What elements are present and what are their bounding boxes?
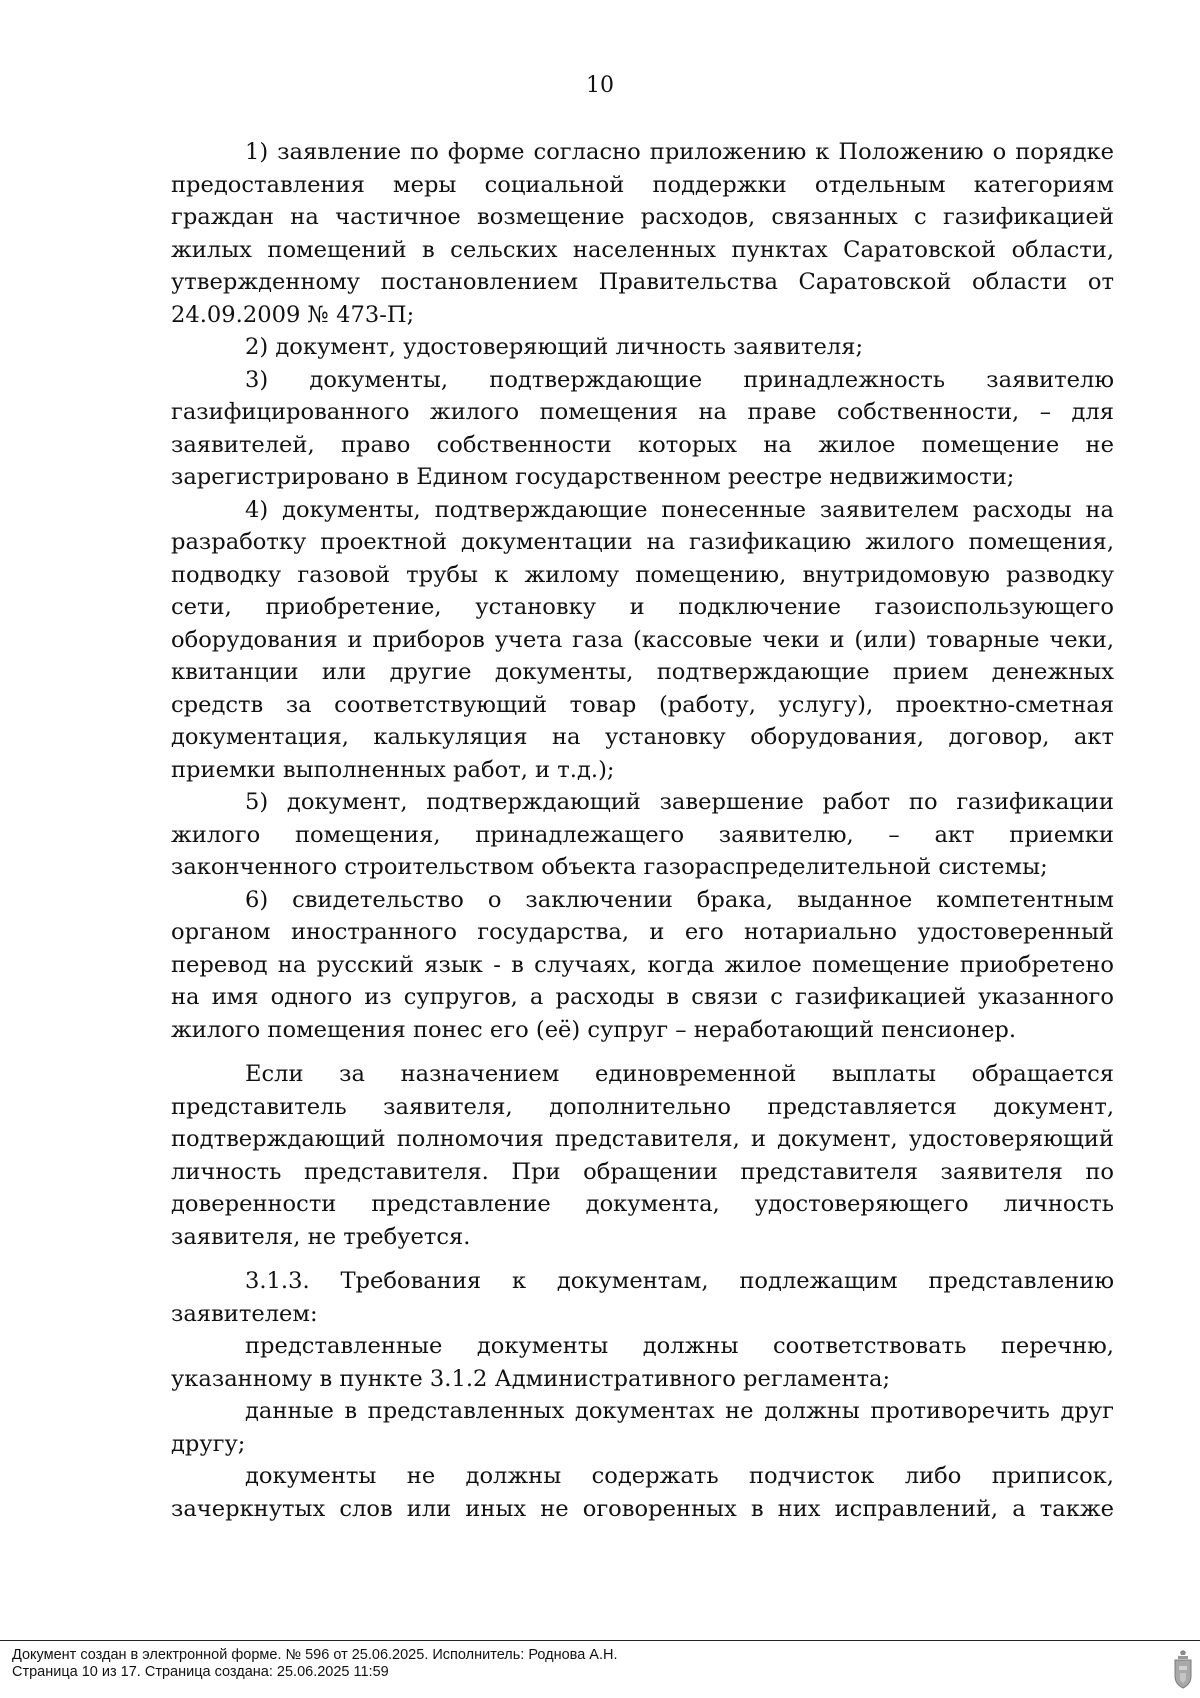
paragraph-item-6: 6) свидетельство о заключении брака, выданное компетентным органом иностранного государства, и его нотариально удостоверенный перевод на русский язык - в случаях, когда жилое помещение приобретено на имя одного из супругов, а расходы в связи с газификацией указанного жилого помещения понес его (её) супруг – неработающий пенсионер. [171, 886, 1114, 1043]
coat-of-arms-icon [1172, 1650, 1194, 1690]
paragraph-item-1: 1) заявление по форме согласно приложению к Положению о порядке предоставления меры социальной поддержки отдельным категориям граждан на частичное возмещение расходов, связанных с газификацией жилых помещений в сельских населенных пунктах Саратовской области, утвержденному постановлением Правительства Саратовской области от 24.09.2009 № 473-П; [171, 139, 1114, 328]
footer [12, 1647, 618, 1681]
section-heading-3-1-3: 3.1.3. Требования к документам, подлежащим представлению заявителем: [171, 1268, 1114, 1327]
paragraph-item-2: 2) документ, удостоверяющий личность заявителя; [245, 334, 864, 360]
requirement-no-corrections: документы не должны содержать подчисток либо приписок, зачеркнутых слов или иных не оговоренных в них исправлений, а также [171, 1463, 1114, 1522]
requirement-no-contradiction: данные в представленных документах не должны противоречить друг другу; [171, 1398, 1114, 1457]
paragraph-item-5: 5) документ, подтверждающий завершение работ по газификации жилого помещения, принадлежащего заявителю, – акт приемки законченного строительством объекта газораспределительной системы; [171, 789, 1114, 880]
footer-document-info: Документ создан в электронной форме. № 596 от 25.06.2025. Исполнитель: Роднова А.Н. [12, 1647, 618, 1663]
footer-divider [0, 1640, 1200, 1641]
document-body [171, 136, 1114, 1525]
footer-page-info: Страница 10 из 17. Страница создана: 25.06.2025 11:59 [12, 1664, 389, 1680]
paragraph-item-3: 3) документы, подтверждающие принадлежность заявителю газифицированного жилого помещения на праве собственности, – для заявителей, право собственности которых на жилое помещение не зарегистрировано в Едином государственном реестре недвижимости; [171, 366, 1114, 490]
paragraph-item-4: 4) документы, подтверждающие понесенные заявителем расходы на разработку проектной документации на газификацию жилого помещения, подводку газовой трубы к жилому помещению, внутридомовую разводку сети, приобретение, установку и подключение газоиспользующего оборудования и приборов учета газа (кассовые чеки и (или) товарные чеки, квитанции или другие документы, подтверждающие прием денежных средств за соответствующий товар (работу, услугу), проектно-сметная документация, калькуляция на установку оборудования, договор, акт приемки выполненных работ, и т.д.); [171, 496, 1114, 783]
requirement-list-match: представленные документы должны соответствовать перечню, указанному в пункте 3.1.2 Административного регламента; [171, 1333, 1114, 1392]
paragraph-representative: Если за назначением единовременной выплаты обращается представитель заявителя, дополнительно представляется документ, подтверждающий полномочия представителя, и документ, удостоверяющий личность представителя. При обращении представителя заявителя по доверенности представление документа, удостоверяющего личность заявителя, не требуется. [171, 1061, 1114, 1250]
page-number: 10 [586, 73, 614, 98]
